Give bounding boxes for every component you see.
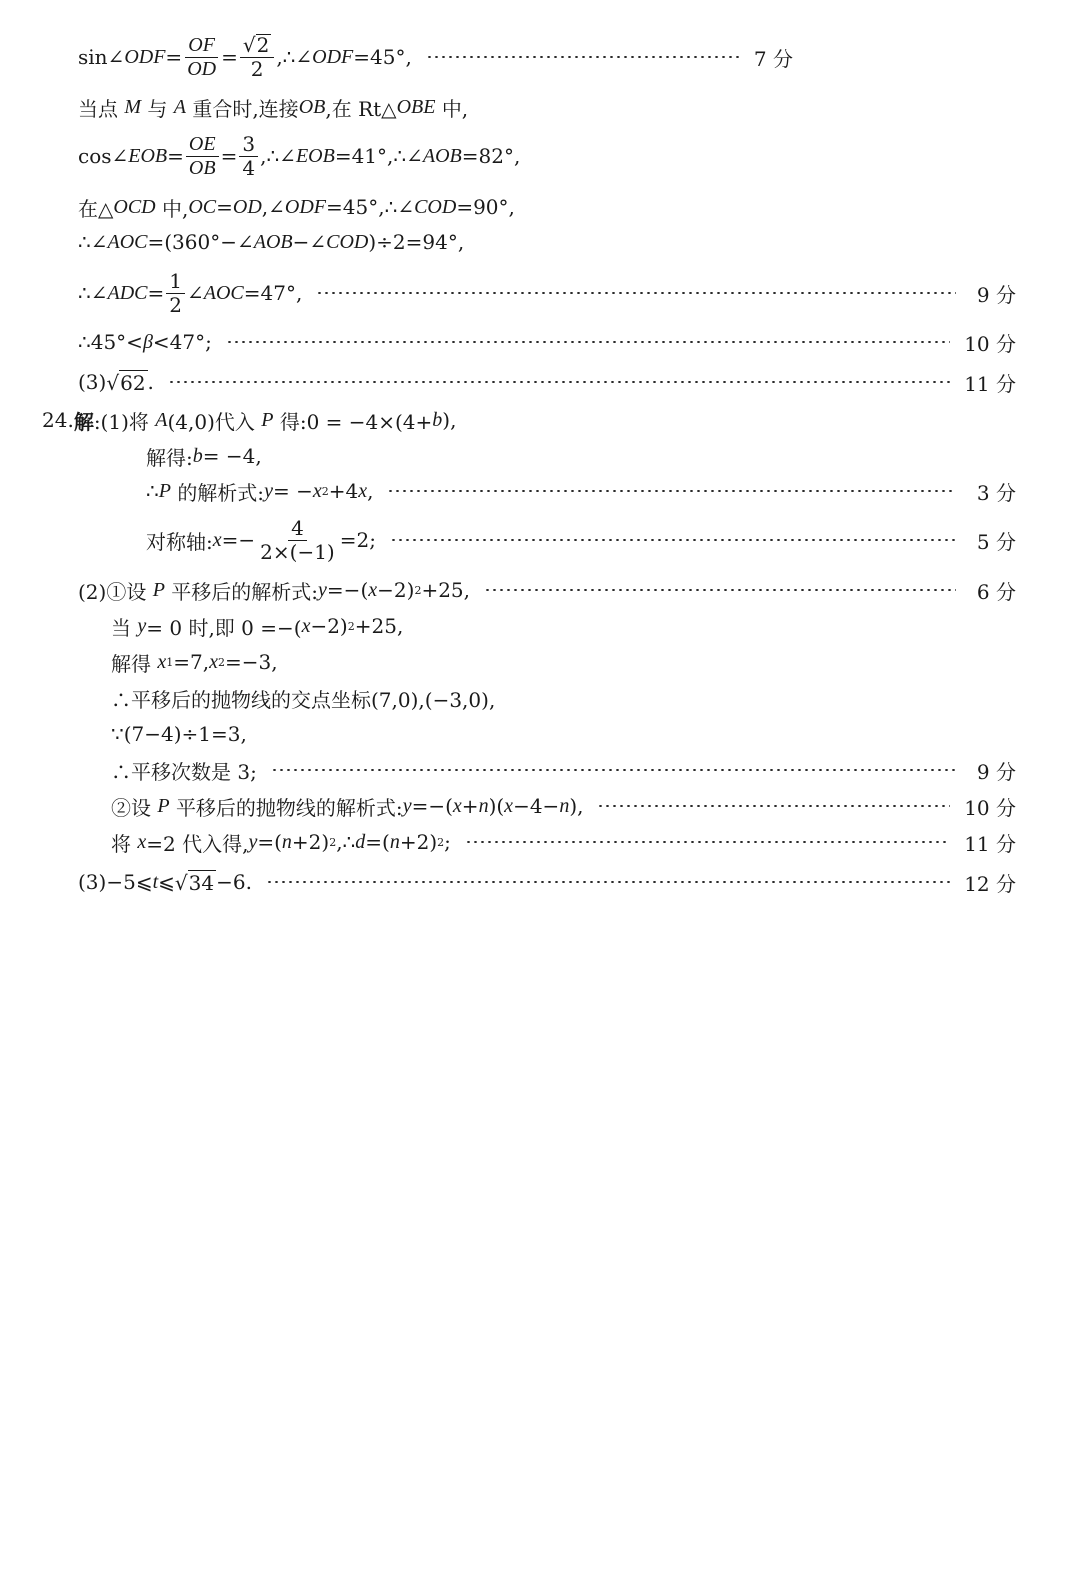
sqrt: √ 2	[242, 33, 270, 57]
math-var: AOC	[203, 281, 244, 304]
text: 当	[111, 615, 131, 640]
score-label: 9 分	[976, 759, 1016, 784]
math-var: n	[389, 830, 400, 853]
text: =	[147, 281, 165, 305]
text: 对称轴:	[146, 529, 213, 554]
math-var: OC	[188, 195, 217, 218]
text: ∴平移后的抛物线的交点坐标(7,0),(−3,0),	[111, 687, 496, 712]
fraction-sqrt2-over-2	[240, 34, 274, 80]
math-var: x	[452, 794, 462, 817]
text: 在△	[78, 196, 114, 221]
denominator: 2	[250, 57, 264, 81]
text: 解得	[111, 651, 151, 676]
math-var: x	[358, 479, 368, 502]
math-var: β	[142, 330, 153, 353]
math-var: y	[402, 794, 412, 817]
text: ⩽	[158, 870, 175, 894]
dot-leader	[387, 490, 956, 492]
fraction-oe-ob	[186, 134, 219, 179]
text: 中,	[441, 96, 469, 121]
denominator: OB	[188, 156, 216, 179]
subscript: 1	[166, 655, 174, 669]
text: =−	[221, 528, 256, 552]
text: =−(	[411, 794, 453, 818]
math-var: y	[248, 830, 258, 853]
math-var: A	[155, 408, 168, 431]
text: =	[216, 195, 233, 219]
text: 将	[111, 831, 131, 856]
math-var: COD	[326, 230, 369, 253]
math-var: ODF	[312, 45, 354, 68]
text: −6.	[216, 870, 252, 894]
score-label: 3 分	[976, 480, 1016, 505]
text: =82°,	[461, 144, 521, 168]
score-label: 10 分	[964, 795, 1016, 820]
fraction-axis	[257, 515, 338, 564]
text: sin∠	[78, 45, 125, 69]
solution-line-aoc	[78, 222, 464, 262]
text: =45°,∴∠	[326, 195, 415, 219]
dot-leader	[271, 769, 956, 771]
text: ∴平移次数是 3;	[111, 759, 257, 784]
math-var: y	[264, 479, 273, 502]
solution-line-axis	[146, 515, 1016, 564]
score-label: 11 分	[964, 831, 1016, 856]
text: 的解析式:	[177, 480, 265, 505]
math-var: x	[157, 650, 167, 673]
math-var: AOB	[422, 144, 462, 167]
numerator	[240, 34, 274, 58]
math-var: P	[261, 408, 274, 431]
text: )÷2=94°,	[368, 230, 465, 254]
solution-line-intersections	[111, 678, 495, 718]
numerator: OE	[186, 134, 219, 157]
text: +2)	[399, 830, 438, 854]
solution-label: 解	[73, 409, 94, 434]
dot-leader	[484, 589, 956, 591]
text: +4	[328, 479, 359, 503]
radicand: 62	[120, 370, 146, 395]
math-var: COD	[414, 195, 457, 218]
exponent: 2	[414, 583, 422, 597]
text: :(1)将	[93, 409, 149, 434]
text: 得:0 = −4×(4+	[279, 409, 433, 434]
exponent: 2	[321, 484, 329, 498]
radicand: 2	[256, 33, 270, 57]
text: =(	[257, 830, 282, 854]
text: ,∴	[336, 830, 356, 854]
fraction-of-od	[184, 35, 219, 80]
solution-line-part3-range	[78, 862, 1016, 902]
denominator: 4	[242, 155, 256, 180]
math-var: OCD	[113, 195, 156, 218]
math-var: y	[318, 578, 327, 601]
text: =(	[365, 830, 390, 854]
score-label: 10 分	[964, 331, 1016, 356]
radicand: 34	[188, 870, 215, 895]
math-var: d	[355, 830, 366, 853]
text: ),	[442, 408, 457, 432]
math-var: ADC	[107, 281, 148, 304]
math-var: EOB	[295, 144, 335, 167]
text: 平移后的解析式:	[171, 579, 319, 604]
math-var: x	[504, 794, 514, 817]
text: =	[221, 45, 238, 69]
solution-line-sin-odf	[78, 33, 793, 81]
exponent: 2	[437, 835, 445, 849]
numerator: 1	[166, 271, 185, 294]
dot-leader	[226, 341, 950, 343]
sqrt: √ 62	[106, 370, 146, 395]
math-var: ODF	[284, 195, 327, 218]
score-label: 5 分	[976, 529, 1016, 554]
math-var: n	[559, 794, 570, 817]
math-var: M	[124, 95, 142, 118]
solution-line-count	[111, 750, 1016, 790]
text: ∴∠	[78, 230, 108, 254]
solution-line-roots	[111, 642, 278, 682]
text: =2;	[339, 528, 376, 552]
text: ,∴∠	[276, 45, 313, 69]
dot-leader	[168, 381, 950, 383]
denominator: OD	[187, 57, 217, 80]
dot-leader	[426, 56, 740, 58]
exponent: 2	[329, 835, 337, 849]
math-var: x	[209, 650, 218, 673]
solution-line-cos-eob	[78, 131, 521, 180]
dot-leader	[465, 841, 950, 843]
text: ,∴∠	[260, 144, 296, 168]
text: −∠	[292, 230, 327, 254]
text: 当点	[78, 96, 118, 121]
math-var: OB	[298, 95, 326, 118]
subscript: 2	[217, 655, 225, 669]
text: ;	[444, 830, 451, 854]
math-var: x	[368, 578, 378, 601]
text: ∴45°<	[78, 330, 143, 354]
text: )(	[488, 794, 505, 818]
solution-line-beta	[78, 322, 1016, 362]
solution-line-substitute	[111, 822, 1016, 862]
score-label: 6 分	[976, 579, 1016, 604]
sqrt: √ 34	[174, 870, 215, 895]
math-var: x	[137, 830, 147, 853]
text: =(360°−∠	[147, 230, 254, 254]
denominator: 2×(−1)	[260, 539, 335, 564]
text: =90°,	[456, 195, 515, 219]
solution-line-part2-2	[111, 786, 1016, 826]
text: ,	[367, 479, 374, 503]
text: 重合时,连接	[192, 96, 299, 121]
text: +	[461, 794, 479, 818]
math-var: x	[312, 479, 322, 502]
text: −4−	[513, 794, 560, 818]
text: ∵(7−4)÷1=3,	[111, 722, 247, 746]
score-label: 9 分	[976, 282, 1016, 307]
dot-leader	[597, 805, 950, 807]
math-var: EOB	[128, 144, 168, 167]
math-var: OD	[232, 195, 262, 218]
text: (4,0)代入	[167, 409, 255, 434]
math-var: P	[152, 578, 165, 601]
math-var: P	[157, 794, 170, 817]
math-var: AOB	[253, 230, 293, 253]
math-var: P	[158, 479, 171, 502]
exponent: 2	[347, 619, 355, 633]
text: (3)	[78, 370, 107, 394]
solution-line-y-zero	[111, 606, 403, 646]
solution-line-translated	[78, 570, 1016, 610]
question-number: 24.	[42, 408, 74, 432]
text: = 0 时,即 0 =−(	[146, 615, 302, 640]
text: ,在 Rt△	[325, 96, 397, 121]
math-var: b	[192, 444, 203, 467]
math-var: n	[281, 830, 292, 853]
text: +25,	[421, 578, 471, 602]
text: 与	[147, 96, 168, 121]
text: <47°;	[152, 330, 212, 354]
denominator: 2	[169, 292, 182, 317]
math-var: x	[301, 614, 311, 637]
text: ),	[569, 794, 584, 818]
text: ②设	[111, 795, 151, 820]
numerator: OF	[185, 35, 218, 58]
numerator: 3	[239, 134, 258, 157]
solution-line-p-expression	[146, 471, 1016, 511]
text: =	[167, 144, 184, 168]
text: ∠	[186, 281, 204, 305]
text: 解得:	[146, 445, 193, 470]
solution-line-adc	[78, 268, 1016, 317]
text: = −	[272, 479, 313, 503]
text: .	[147, 370, 154, 394]
text: =45°,	[353, 45, 412, 69]
solution-line-because	[111, 714, 247, 754]
math-var: y	[137, 614, 147, 637]
score-label: 11 分	[964, 371, 1016, 396]
fraction-3-4	[239, 131, 258, 180]
text: 中,	[161, 196, 189, 221]
text: =7,	[173, 650, 210, 674]
math-var: x	[212, 528, 222, 551]
text: (2)①设	[78, 579, 147, 604]
text: =2 代入得,	[146, 831, 249, 856]
text: +2)	[291, 830, 330, 854]
math-var: n	[478, 794, 489, 817]
math-var: AOC	[107, 230, 148, 253]
text: =	[220, 144, 238, 168]
text: −2)	[377, 578, 415, 602]
math-var: b	[432, 408, 443, 431]
math-var: ODF	[124, 45, 166, 68]
math-var: t	[152, 870, 159, 893]
text: =	[165, 45, 183, 69]
math-var: A	[173, 95, 186, 118]
dot-leader	[266, 881, 950, 883]
math-var: OBE	[396, 95, 436, 118]
text: ∴∠	[78, 281, 108, 305]
solution-line-coincide	[78, 87, 468, 127]
text: −2)	[310, 614, 348, 638]
text: (3)−5⩽	[78, 870, 153, 894]
dot-leader	[316, 292, 956, 294]
numerator: 4	[288, 518, 307, 541]
dot-leader	[390, 539, 956, 541]
text: cos∠	[78, 144, 129, 168]
text: =−(	[326, 578, 369, 602]
text: ,∠	[261, 195, 285, 219]
text: 平移后的抛物线的解析式:	[175, 795, 403, 820]
text: = −4,	[202, 444, 262, 468]
fraction-1-2	[166, 268, 185, 317]
question-24-header	[42, 400, 456, 440]
solution-line-part3-sqrt62	[78, 362, 1016, 402]
score-label: 12 分	[964, 871, 1016, 896]
text: +25,	[354, 614, 404, 638]
solution-line-b-value	[146, 436, 262, 476]
text: =41°,∴∠	[334, 144, 423, 168]
text: ∴	[146, 479, 159, 503]
text: =47°,	[243, 281, 303, 305]
score-label: 7 分	[753, 46, 793, 71]
solution-line-ocd	[78, 187, 515, 227]
text: =−3,	[224, 650, 278, 674]
